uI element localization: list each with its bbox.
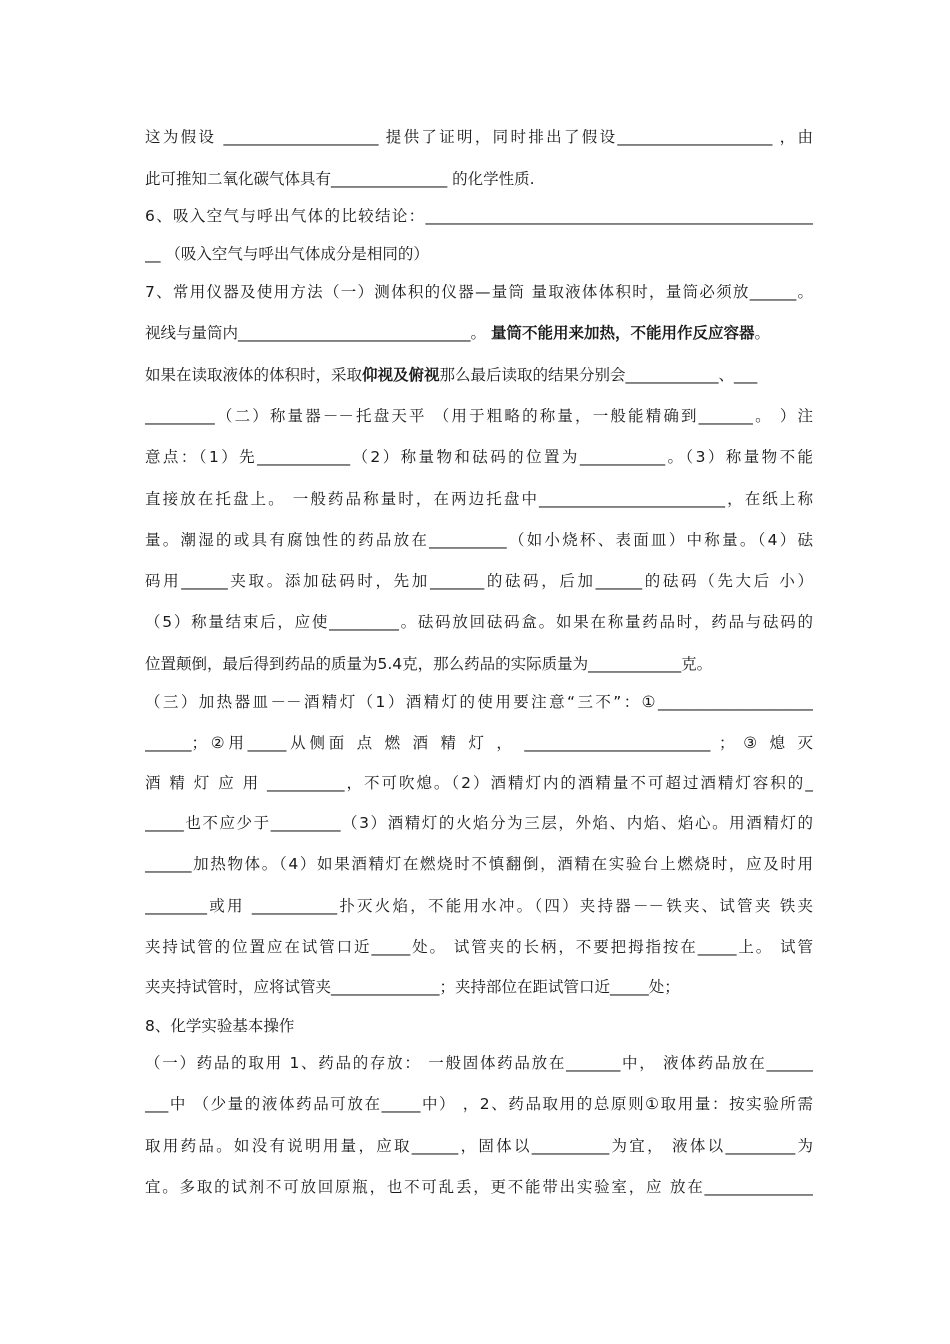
text-line-17: 酒 精 灯 应 用 __________，不可吹熄。（2）酒精灯内的酒精量不可超过酒精灯容积的_ xyxy=(145,774,813,792)
text-line-1: 这为假设 ____________________ 提供了证明，同时排出了假设____________________ ，由 xyxy=(145,128,813,146)
text-line-19: ______加热物体。（4）如果酒精灯在燃烧时不慎翻倒，酒精在实验台上燃烧时，应及时用 xyxy=(145,855,813,873)
text-line-20: ________或用 ___________扑灭火焰，不能用水冲。（四）夹持器－－铁夹、试管夹 铁夹 xyxy=(145,897,813,915)
text-line-26: 取用药品。如没有说明用量，应取______，固体以__________为宜， 液体以_________为 xyxy=(145,1137,813,1155)
text-line-21: 夹持试管的位置应在试管口近_____处。 试管夹的长柄，不要把拇指按在_____上。 试管 xyxy=(145,938,813,956)
text-line-15: （三）加热器皿－－酒精灯（1）酒精灯的使用要注意“三不”：①____________________ xyxy=(145,693,813,711)
text-line-27: 宜。多取的试剂不可放回原瓶，也不可乱丢，更不能带出实验室，应 放在______________ xyxy=(145,1178,813,1196)
text-line-8: _________（二）称量器－－托盘天平 （用于粗略的称量，一般能精确到_______。 ）注 xyxy=(145,407,813,425)
text-line-11: 量。潮湿的或具有腐蚀性的药品放在__________（如小烧杯、表面皿）中称量。（4）砝 xyxy=(145,531,813,549)
text-segment: 视线与量筒内______________________________。 xyxy=(145,324,491,342)
text-segment: 。 xyxy=(754,324,770,342)
bold-emphasis: 仰视及俯视 xyxy=(362,366,440,384)
text-line-13: （5）称量结束后，应使_________。砝码放回砝码盒。如果在称量药品时，药品与砝码的 xyxy=(145,613,813,631)
bold-emphasis: 量筒不能用来加热，不能用作反应容器 xyxy=(490,324,755,342)
text-line-7 xyxy=(145,362,813,388)
text-segment: 如果在读取液体的体积时，采取 xyxy=(145,366,363,384)
text-line-22: 夹夹持试管时，应将试管夹______________；夹持部位在距试管口近_____处； xyxy=(145,978,680,996)
text-line-18: _____也不应少于_________（3）酒精灯的火焰分为三层，外焰、内焰、焰心。用酒精灯的 xyxy=(145,814,813,832)
text-line-10: 直接放在托盘上。 一般药品称量时，在两边托盘中________________________，在纸上称 xyxy=(145,490,813,508)
text-segment: 那么最后读取的结果分别会____________、___ xyxy=(439,366,758,384)
text-line-14: 位置颠倒，最后得到药品的质量为5.4克，那么药品的实际质量为____________克。 xyxy=(145,655,713,673)
text-line-23: 8、化学实验基本操作 xyxy=(145,1017,295,1035)
text-line-6 xyxy=(145,320,813,346)
text-line-12: 码用______夹取。添加砝码时，先加_______的砝码，后加______的砝码（先大后 小） xyxy=(145,572,813,590)
text-line-4: __ （吸入空气与呼出气体成分是相同的） xyxy=(145,245,429,263)
text-line-2: 此可推知二氧化碳气体具有_______________ 的化学性质. xyxy=(145,170,535,188)
text-line-9: 意点：（1）先____________（2）称量物和砝码的位置为___________。（3）称量物不能 xyxy=(145,448,813,466)
text-line-24: （一）药品的取用 1、药品的存放： 一般固体药品放在_______中， 液体药品放在______ xyxy=(145,1054,813,1072)
text-line-3: 6、吸入空气与呼出气体的比较结论：__________________________________________________ xyxy=(145,207,813,225)
text-line-25: ___中 （少量的液体药品可放在_____中） ，2、药品取用的总原则①取用量：按实验所需 xyxy=(145,1095,813,1113)
text-line-5: 7、常用仪器及使用方法（一）测体积的仪器—量筒 量取液体体积时，量筒必须放______。 xyxy=(145,283,813,301)
text-line-16: ______；②用_____从侧面 点 燃 酒 精 灯 ， ________________________ ； ③ 熄 灭 xyxy=(145,734,813,752)
